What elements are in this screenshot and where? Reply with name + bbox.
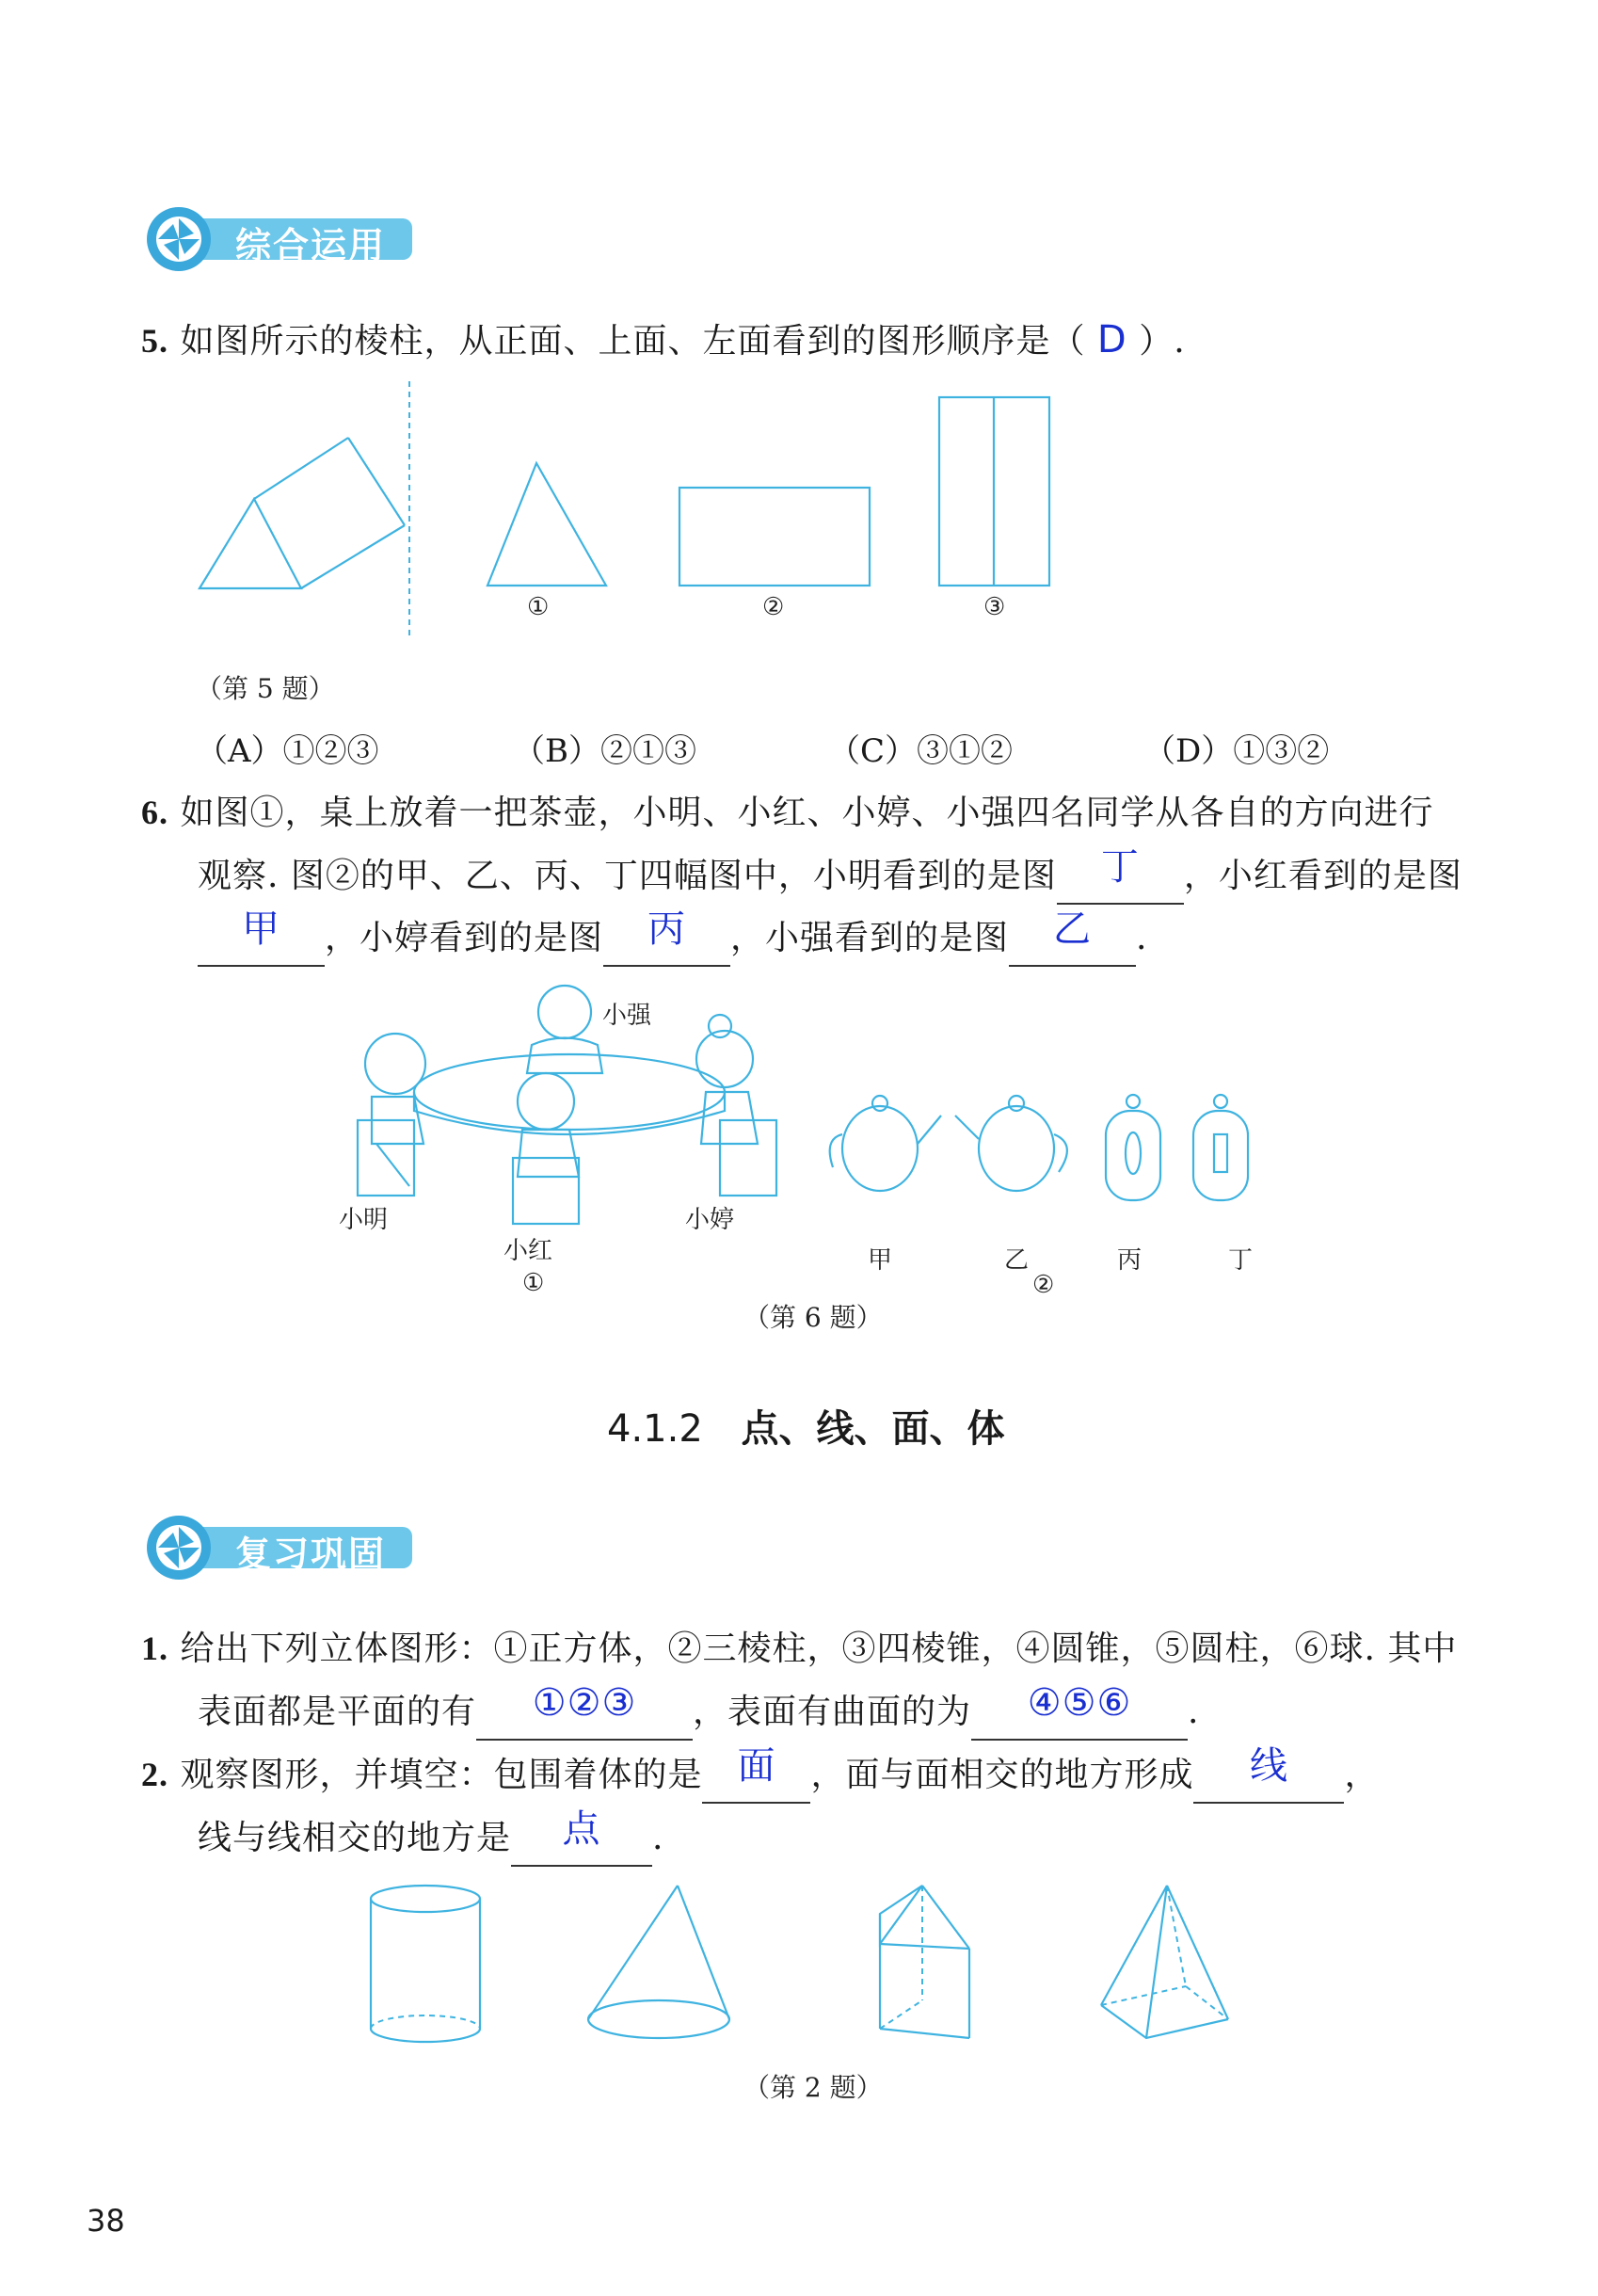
question-text: 表面都是平面的有 [198,1693,477,1731]
question-text: . [1188,1693,1200,1731]
question-text: . [652,1819,664,1857]
option-c: （C）③①② [828,732,1014,770]
answer-blank [1193,1744,1344,1804]
option-d: （D）①③② [1143,732,1330,770]
section-heading [607,1399,1005,1453]
answer-blank [1009,907,1136,967]
question-text: 给出下列立体图形：①正方体，②三棱柱，③四棱锥，④圆锥，⑤圆柱，⑥球. 其中 [180,1630,1458,1668]
pot-label-bing: 丙 [1117,1246,1143,1275]
heading-title: 点、线、面、体 [741,1407,1005,1451]
page-number: 38 [87,2203,125,2239]
teapot-jia [830,1096,941,1191]
question-text: . [1136,919,1148,957]
solids-figure [358,1878,1252,2057]
question-text: 线与线相交的地方是 [198,1819,512,1857]
question-text: 如图①，桌上放着一把茶壶，小明、小红、小婷、小强四名同学从各自的方向进行 [180,794,1434,832]
review-question-2-line2 [198,1807,663,1870]
answer-blank [476,1681,693,1741]
label-xiaoting: 小婷 [685,1206,735,1234]
section-title: 复习巩固 [235,1533,387,1575]
pot-label-ding: 丁 [1228,1246,1254,1275]
question-number: 6. [141,794,168,831]
question-number: 2. [141,1756,168,1793]
label-xiaoqiang: 小强 [602,1002,652,1030]
figure-label-1: ① [527,593,550,621]
question-text: 如图所示的棱柱，从正面、上面、左面看到的图形顺序是（ [180,322,1086,361]
question-text: ，小红看到的是图 [1183,857,1462,895]
figure-caption: （第 6 题） [743,1302,883,1333]
question-text: ）. [1139,322,1186,361]
answer-text: 线 [1249,1744,1288,1788]
pot-label-jia: 甲 [868,1246,893,1275]
answer-text: 丁 [1100,845,1140,889]
answer-blank [198,907,325,967]
review-question-2-line1 [141,1743,1380,1806]
question-number: 5. [141,322,168,360]
teapot-bing [1106,1095,1160,1200]
square-pyramid-drawing [1101,1886,1228,2038]
teapot-yi [955,1096,1067,1191]
question-6-line2 [198,845,1462,907]
section-title: 综合运用 [235,225,387,266]
question-text: ，面与面相交的地方形成 [810,1756,1194,1794]
answer-text: 乙 [1053,907,1093,951]
front-view-triangle [487,463,606,586]
question-6-line3 [198,907,1147,970]
pot-label-yi: 乙 [1004,1246,1030,1275]
answer-blank [971,1681,1188,1741]
answer-blank [1057,845,1184,905]
question-5 [141,309,1186,373]
teapot-views-drawing [819,1054,1270,1243]
figure-label-2: ② [762,593,785,621]
review-question-1-line1 [141,1617,1457,1680]
triangular-prism-drawing [880,1886,969,2038]
question-text: 观察. 图②的甲、乙、丙、丁四幅图中，小明看到的是图 [198,857,1057,895]
question-text: 观察图形，并填空：包围着体的是 [180,1756,703,1794]
question-text: ，表面有曲面的为 [693,1693,972,1731]
section-banner-review [141,1514,414,1585]
answer-text: 甲 [242,907,280,951]
option-b: （B）②①③ [513,732,696,770]
cylinder-drawing [371,1886,480,2042]
answer-text: D [1096,318,1127,361]
q5-figure [188,377,1082,650]
triangular-prism-drawing [200,438,405,588]
question-6-line1 [141,781,1433,844]
answer-blank [603,907,730,967]
label-xiaoming: 小明 [339,1206,389,1234]
answer-text: 面 [737,1744,776,1788]
answer-text: 丙 [647,907,687,951]
cone-drawing [588,1886,729,2038]
figure-label-3: ③ [983,593,1006,621]
answer-blank [702,1744,810,1804]
top-view-rectangle [679,488,870,586]
teapot-ding [1193,1095,1248,1200]
figure-caption: （第 5 题） [196,673,335,704]
answer-text: ④⑤⑥ [1027,1681,1132,1725]
option-a: （A）①②③ [196,732,379,770]
heading-number: 4.1.2 [607,1407,703,1451]
answer-blank [511,1807,652,1867]
answer-text: 点 [562,1807,601,1851]
label-xiaohong: 小红 [503,1237,553,1265]
section-banner-comprehensive [141,205,414,277]
figure-caption: （第 2 题） [743,2072,883,2103]
figure-label-1: ① [522,1269,545,1297]
answer-text: ①②③ [532,1681,637,1725]
figure-label-2: ② [1032,1271,1055,1299]
question-text: ，小婷看到的是图 [325,919,604,957]
question-text: ，小强看到的是图 [730,919,1010,957]
review-question-1-line2 [198,1681,1199,1743]
question-text: ， [1344,1756,1380,1794]
question-number: 1. [141,1630,168,1667]
